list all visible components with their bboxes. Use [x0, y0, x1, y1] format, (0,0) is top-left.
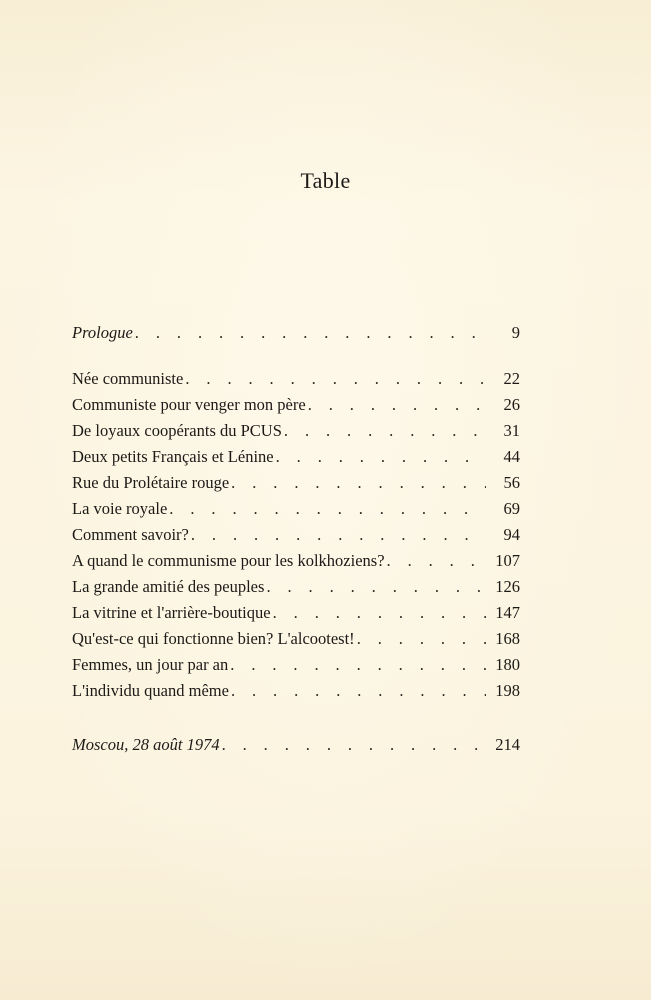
leader-dots: [273, 602, 486, 624]
toc-entry-label: Communiste pour venger mon père: [72, 395, 306, 414]
leader-dots: [284, 420, 486, 442]
toc-entry-label: Comment savoir?: [72, 525, 189, 544]
leader-dots: [169, 498, 486, 520]
toc-entry-label: Moscou, 28 août 1974: [72, 735, 220, 754]
toc-entry-page: 168: [495, 629, 520, 648]
toc-entry-page: 44: [503, 447, 520, 466]
leader-dots: [230, 654, 486, 676]
toc-entry-page: 31: [503, 421, 520, 440]
toc-entry-page: 107: [495, 551, 520, 570]
toc-entry: [72, 550, 520, 572]
toc-entry-page: 147: [495, 603, 520, 622]
toc-entry-page: 214: [495, 735, 520, 754]
toc-entry-page: 9: [511, 323, 520, 342]
toc-entry-page: 198: [495, 681, 520, 700]
toc-entry-label: Prologue: [72, 323, 133, 342]
leader-dots: [387, 550, 486, 572]
toc-entry: [72, 602, 520, 624]
leader-dots: [308, 394, 486, 416]
toc-entry-epilogue: [72, 734, 520, 756]
toc-entry-label: Deux petits Français et Lénine: [72, 447, 274, 466]
toc-entry-label: La grande amitié des peuples: [72, 577, 265, 596]
leader-dots: [276, 446, 486, 468]
toc-entry-page: 180: [495, 655, 520, 674]
toc-entry: [72, 628, 520, 650]
toc-entry: [72, 524, 520, 546]
leader-dots: [231, 472, 486, 494]
toc-entry-label: Née communiste: [72, 369, 184, 388]
toc-entry-label: Femmes, un jour par an: [72, 655, 229, 674]
toc-entry-prologue: [72, 322, 520, 344]
toc-entry-page: 69: [503, 499, 520, 518]
toc-entry: [72, 654, 520, 676]
toc-entry: [72, 446, 520, 468]
toc-entry-label: Rue du Prolétaire rouge: [72, 473, 230, 492]
leader-dots: [222, 734, 486, 756]
toc-entry-label: La vitrine et l'arrière-boutique: [72, 603, 271, 622]
leader-dots: [266, 576, 486, 598]
toc-entry-page: 22: [503, 369, 520, 388]
leader-dots: [231, 680, 486, 702]
page-title: Table: [300, 168, 351, 193]
leader-dots: [185, 368, 486, 390]
toc-entry-label: A quand le communisme pour les kolkhoziens?: [72, 551, 385, 570]
toc-entry-page: 56: [503, 473, 520, 492]
toc-entry-page: 126: [495, 577, 520, 596]
toc-entry: [72, 472, 520, 494]
toc-entry: [72, 368, 520, 390]
toc-entry: [72, 680, 520, 702]
toc-entry-page: 94: [503, 525, 520, 544]
leader-dots: [135, 322, 486, 344]
leader-dots: [357, 628, 486, 650]
toc-entry-label: De loyaux coopérants du PCUS: [72, 421, 282, 440]
toc-entry: [72, 394, 520, 416]
toc-entry-label: La voie royale: [72, 499, 168, 518]
leader-dots: [191, 524, 486, 546]
toc-entry-label: L'individu quand même: [72, 681, 229, 700]
toc-entry: [72, 576, 520, 598]
toc-entry: [72, 420, 520, 442]
toc-entry: [72, 498, 520, 520]
toc-entry-page: 26: [503, 395, 520, 414]
toc-entry-label: Qu'est-ce qui fonctionne bien? L'alcootest!: [72, 629, 355, 648]
